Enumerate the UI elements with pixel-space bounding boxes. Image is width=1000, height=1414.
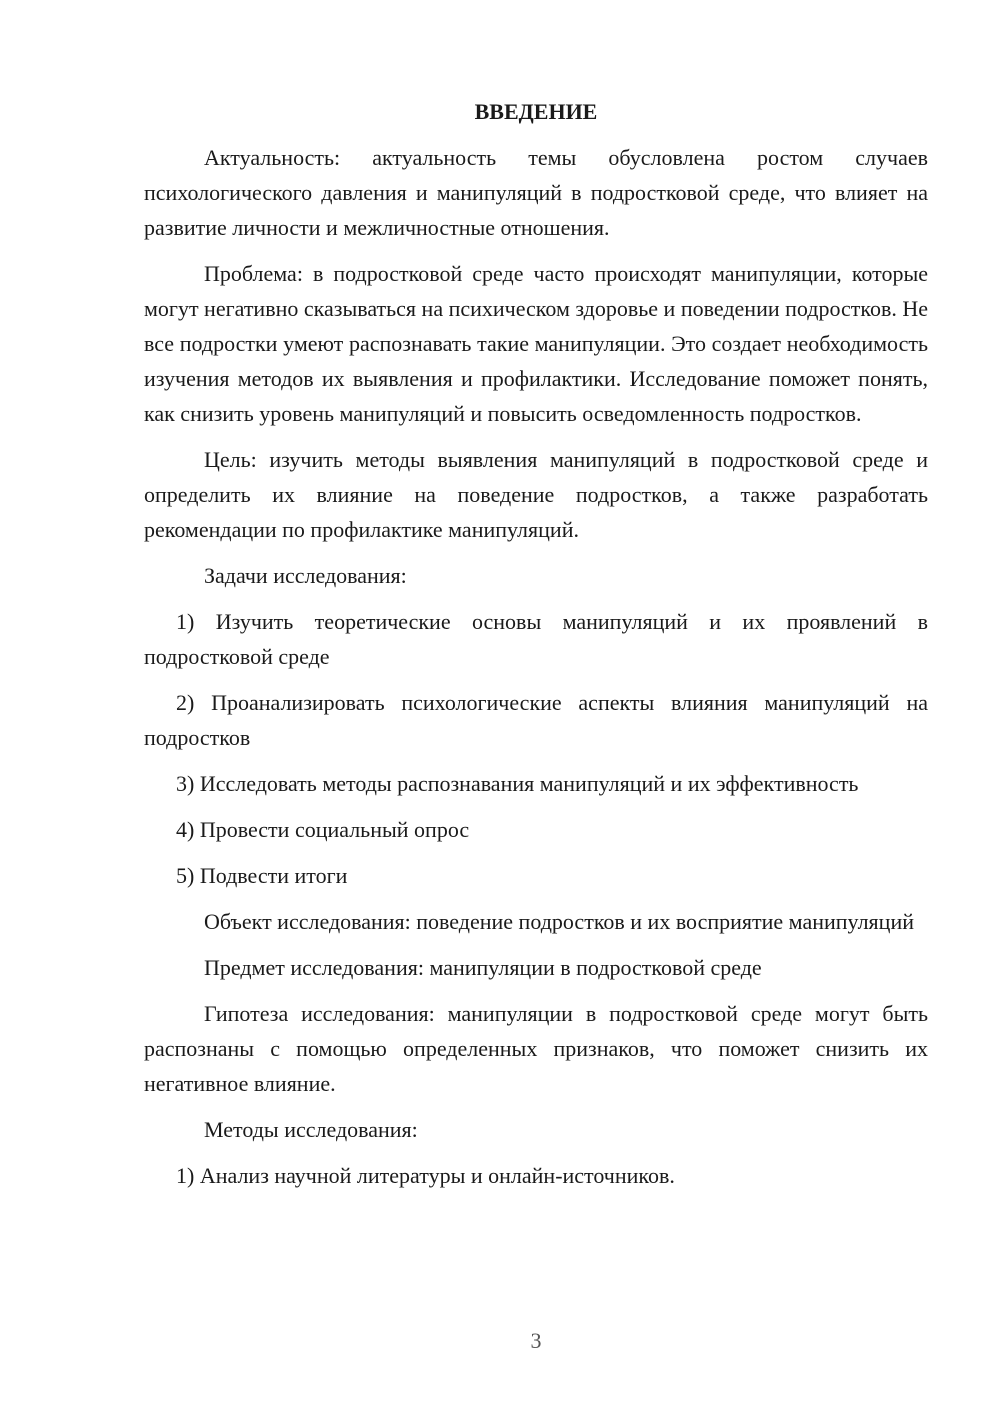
paragraph-subject: Предмет исследования: манипуляции в подростковой среде — [204, 955, 762, 980]
paragraph-goal: Цель: изучить методы выявления манипуляций в подростковой среде и определить их влияние на поведение подростков, а также разработать рекомендации по профилактике манипуляций. — [144, 447, 928, 542]
tasks-heading: Задачи исследования: — [204, 563, 407, 588]
paragraph-hypothesis: Гипотеза исследования: манипуляции в подростковой среде могут быть распознаны с помощью определенных признаков, что поможет снизить их негативное влияние. — [144, 1001, 928, 1096]
task-item-1: 1) Изучить теоретические основы манипуляций и их проявлений в подростковой среде — [144, 609, 928, 669]
task-item-3: 3) Исследовать методы распознавания манипуляций и их эффективность — [176, 771, 859, 796]
page-content — [144, 94, 928, 1204]
method-item-1: 1) Анализ научной литературы и онлайн-источников. — [176, 1163, 675, 1188]
page-title: ВВЕДЕНИЕ — [474, 99, 598, 124]
paragraph-object: Объект исследования: поведение подростков и их восприятие манипуляций — [204, 909, 914, 934]
paragraph-problem: Проблема: в подростковой среде часто происходят манипуляции, которые могут негативно сказываться на психическом здоровье и поведении подростков. Не все подростки умеют распознавать такие манипуляции. Это создает необходимость изучения методов их выявления и профилактики. Исследование поможет понять, как снизить уровень манипуляций и повысить осведомленность подростков. — [144, 261, 928, 426]
task-item-2: 2) Проанализировать психологические аспекты влияния манипуляций на подростков — [144, 690, 928, 750]
task-item-4: 4) Провести социальный опрос — [176, 817, 470, 842]
page-number: 3 — [530, 1328, 542, 1353]
methods-heading: Методы исследования: — [204, 1117, 418, 1142]
task-item-5: 5) Подвести итоги — [176, 863, 348, 888]
paragraph-relevance: Актуальность: актуальность темы обусловлена ростом случаев психологического давления и манипуляций в подростковой среде, что влияет на развитие личности и межличностные отношения. — [144, 145, 928, 240]
